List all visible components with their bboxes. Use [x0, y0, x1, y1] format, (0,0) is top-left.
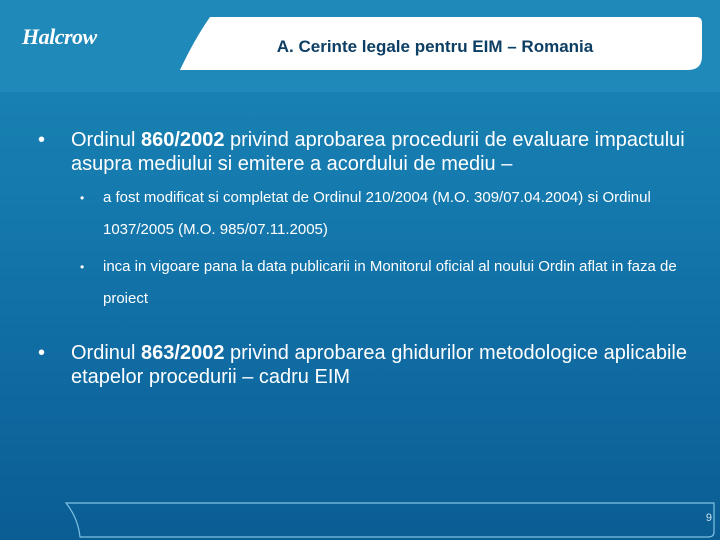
bullet-2-number: 863/2002	[141, 342, 225, 364]
bullet-icon: •	[38, 342, 46, 364]
bullet-1-text: privind aprobarea procedurii de evaluare impactului asupra mediului si emitere a acordului de mediu –	[71, 129, 685, 175]
slide-title: A. Cerinte legale pentru EIM – Romania	[276, 37, 594, 56]
page-number: 9	[705, 512, 712, 524]
footer-frame	[66, 503, 714, 537]
slide-content	[38, 128, 688, 389]
bullet-item-1	[38, 128, 688, 176]
sub-bullet-icon: •	[80, 260, 85, 274]
sub-bullet-icon: •	[80, 191, 85, 205]
sub-bullet-1-text: a fost modificat si completat de Ordinul 210/2004 (M.O. 309/07.04.2004) si Ordinul 1037/2005 (M.O. 985/07.11.2005)	[103, 189, 651, 238]
halcrow-logo: Halcrow	[22, 24, 97, 49]
bullet-2-prefix: Ordinul	[71, 342, 142, 364]
bullet-icon: •	[38, 129, 46, 151]
bullet-item-2	[38, 341, 688, 389]
sub-bullet-item-2	[38, 251, 688, 315]
bullet-1-number: 860/2002	[141, 129, 225, 151]
sub-bullet-item-1	[38, 182, 688, 246]
sub-bullet-2-text: inca in vigoare pana la data publicarii in Monitorul oficial al noului Ordin aflat in faza de proiect	[103, 258, 677, 307]
bullet-1-prefix: Ordinul	[71, 129, 142, 151]
bullet-2-text: privind aprobarea ghidurilor metodologice aplicabile etapelor procedurii – cadru EIM	[71, 342, 687, 388]
